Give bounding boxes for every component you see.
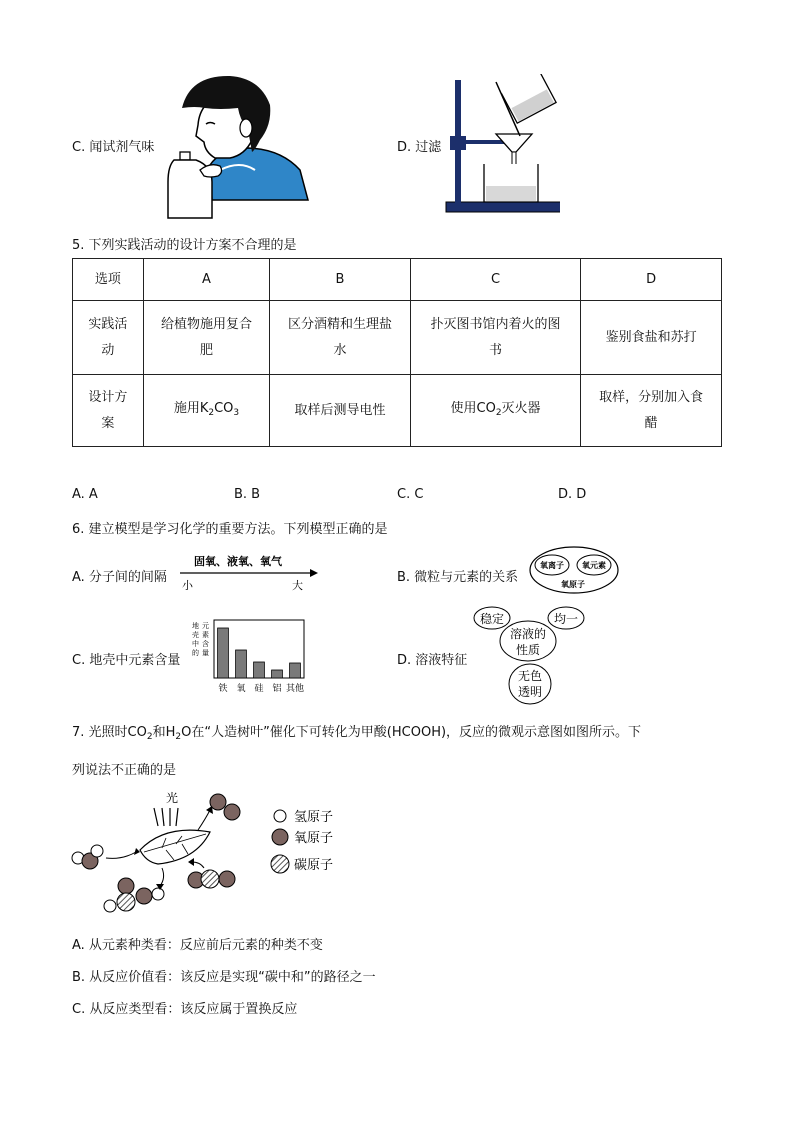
light-label: 光 — [166, 791, 179, 805]
table-row — [73, 301, 722, 375]
oxygen-legend-icon — [272, 829, 288, 845]
q6-option-a: A. 分子间的间隔 — [72, 570, 167, 585]
carbon-legend-icon — [271, 855, 289, 873]
arrow-small-label: 小 — [182, 579, 193, 592]
table-cell: 取样，分别加入食 醋 — [581, 375, 722, 447]
chart-tick-label: 铁 — [218, 684, 228, 694]
chart-tick-label: 铝 — [272, 684, 282, 694]
q6-option-c: C. 地壳中元素含量 — [72, 653, 181, 668]
chart-bar — [254, 662, 265, 678]
table-cell: 施用$K_2CO_3$ — [143, 375, 269, 447]
leaf-icon — [140, 830, 210, 864]
chart-bar — [218, 628, 229, 678]
arrow-caption: 固氧、液氧、氧气 — [194, 555, 282, 568]
q7-option-a: A. 从元素种类看：反应前后元素的种类不变 — [72, 938, 323, 953]
oxygen-atom — [219, 871, 235, 887]
atom-legend — [270, 806, 370, 878]
arrow-big-label: 大 — [292, 579, 303, 592]
q6-option-d: D. 溶液特征 — [397, 653, 468, 668]
row-label: 实践活 动 — [73, 301, 144, 375]
chart-tick-label: 硅 — [254, 684, 264, 694]
chart-bar — [290, 663, 301, 678]
q5-stem: 5. 下列实践活动的设计方案不合理的是 — [72, 238, 297, 253]
header-cell: C — [410, 259, 580, 301]
colorless-line2: 透明 — [518, 685, 543, 699]
header-cell: A — [143, 259, 269, 301]
q5-answer-a: A. A — [72, 487, 98, 502]
water-h-atom — [91, 845, 103, 857]
chart-ylabel-char: 元 — [202, 622, 209, 630]
atom-label: 氧原子 — [561, 580, 585, 589]
table-cell: 扑灭图书馆内着火的图 书 — [410, 301, 580, 375]
spacing-arrow-model — [176, 553, 321, 593]
chart-ylabel-char: 地 — [192, 622, 199, 630]
legend-hydrogen: 氢原子 — [294, 810, 334, 825]
chart-ylabel-char: 素 — [202, 631, 209, 639]
legend-carbon: 碳原子 — [294, 858, 334, 873]
table-cell: 使用$CO_2$灭火器 — [410, 375, 580, 447]
q4-option-c: C. 闻试剂气味 — [72, 140, 155, 155]
chart-bar — [272, 670, 283, 678]
chart-ylabel — [192, 621, 209, 657]
table-cell: 给植物施用复合 肥 — [143, 301, 269, 375]
center-line1: 溶液的 — [510, 627, 547, 641]
chart-tick-label: 其他 — [285, 684, 305, 694]
table-cell: 鉴别食盐和苏打 — [581, 301, 722, 375]
element-label: 氧元素 — [582, 561, 606, 570]
smelling-illustration — [160, 70, 310, 220]
chart-tick-label: 氧 — [236, 684, 246, 694]
ion-label: 氧离子 — [540, 561, 564, 570]
stable-label: 稳定 — [480, 612, 505, 626]
q7-stem-line1: 7. 光照时$CO_2$和$H_2O$在“人造树叶”催化下可转化为甲酸(HCOOH)，反应的微观示意图如图所示。下 — [72, 725, 642, 742]
header-cell: B — [270, 259, 411, 301]
chart-ylabel-char: 含 — [202, 640, 209, 648]
carbon-atom — [201, 870, 219, 888]
header-cell: D — [581, 259, 722, 301]
q7-option-c: C. 从反应类型看：该反应属于置换反应 — [72, 1002, 298, 1017]
q4-option-d: D. 过滤 — [397, 140, 442, 155]
hydrogen-atom — [152, 888, 164, 900]
hydrogen-legend-icon — [274, 810, 286, 822]
q5-answer-b: B. B — [234, 487, 261, 502]
table-cell: 区分酒精和生理盐 水 — [270, 301, 411, 375]
table-row — [73, 375, 722, 447]
oxygen-atom — [136, 888, 152, 904]
row-label: 设计方 案 — [73, 375, 144, 447]
carbon-atom — [117, 893, 135, 911]
center-line2: 性质 — [516, 643, 541, 657]
oxygen-atom — [118, 878, 134, 894]
oxygen-atom — [210, 794, 226, 810]
q7-stem-line2: 列说法不正确的是 — [72, 763, 177, 778]
q5-answer-d: D. D — [558, 487, 587, 502]
table-header-row — [73, 259, 722, 301]
chart-ylabel-char: 量 — [202, 649, 209, 657]
filtration-illustration — [440, 74, 560, 216]
colorless-line1: 无色 — [518, 669, 543, 683]
reaction-diagram — [70, 788, 260, 918]
q6-option-b: B. 微粒与元素的关系 — [397, 570, 519, 585]
q6-stem: 6. 建立模型是学习化学的重要方法。下列模型正确的是 — [72, 522, 388, 537]
particle-element-model — [528, 545, 620, 595]
legend-oxygen: 氧原子 — [294, 831, 334, 846]
chart-ylabel-char: 的 — [192, 649, 199, 657]
uniform-label: 均一 — [554, 612, 579, 626]
chart-ylabel-char: 中 — [192, 640, 199, 648]
solution-feature-model — [470, 602, 590, 707]
q5-table — [72, 258, 722, 447]
hydrogen-atom — [104, 900, 116, 912]
header-cell: 选项 — [73, 259, 144, 301]
light-arrows — [154, 808, 178, 826]
q7-option-b: B. 从反应价值看：该反应是实现“碳中和”的路径之一 — [72, 970, 376, 985]
q5-answer-c: C. C — [397, 487, 424, 502]
chart-bar — [236, 650, 247, 678]
oxygen-atom — [224, 804, 240, 820]
table-cell: 取样后测导电性 — [270, 375, 411, 447]
crust-element-chart — [188, 616, 308, 698]
chart-ylabel-char: 壳 — [192, 631, 199, 639]
